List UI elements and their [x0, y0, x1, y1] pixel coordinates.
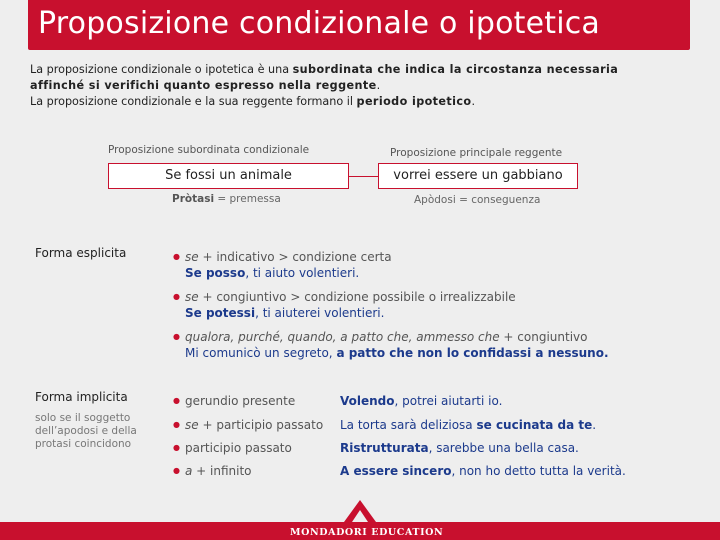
example-bold-part: a patto che non lo confidassi a nessuno. — [336, 346, 609, 360]
intro-text: La proposizione condizionale e la sua reggente formano il — [30, 95, 357, 108]
intro-text: La proposizione condizionale o ipotetica è una — [30, 63, 293, 76]
implicit-rule — [185, 441, 292, 455]
example-part: , ti aiuto volentieri. — [245, 266, 360, 280]
protasis-meaning: = premessa — [214, 193, 281, 205]
publisher-name: MONDADORI EDUCATION — [290, 527, 444, 538]
apodosis-box: vorrei essere un gabbiano — [378, 163, 578, 189]
rule-description: + congiuntivo — [499, 330, 588, 344]
explicit-form-label: Forma esplicita — [35, 246, 127, 260]
example-part: , potrei aiutarti io. — [394, 394, 503, 408]
rule-connective: a — [185, 464, 193, 478]
connector-line — [348, 176, 378, 177]
rule-description: + participio passato — [198, 418, 324, 432]
protasis-term: Pròtasi — [172, 193, 215, 205]
explicit-example — [185, 266, 359, 280]
intro-bold-text: subordinata che indica la circostanza necessaria — [292, 63, 619, 76]
intro-text: . — [376, 79, 381, 92]
rule-description: + infinito — [192, 464, 252, 478]
implicit-example — [340, 441, 579, 455]
implicit-rule — [185, 418, 323, 432]
explicit-example — [185, 306, 384, 320]
example-part: , ti aiuterei volentieri. — [255, 306, 385, 320]
rule-description: + congiuntivo > condizione possibile o irrealizzabile — [198, 290, 516, 304]
example-bold-part: Ristrutturata — [340, 441, 429, 455]
implicit-example — [340, 418, 596, 432]
main-clause-label: Proposizione principale reggente — [390, 147, 563, 159]
mondadori-a-logo-icon — [344, 500, 376, 522]
page-title: Proposizione condizionale o ipotetica — [38, 6, 601, 41]
example-part: , sarebbe una bella casa. — [428, 441, 579, 455]
rule-connective: se — [185, 290, 199, 304]
example-bold-part: se cucinata da te — [476, 418, 593, 432]
example-part: , non ho detto tutta la verità. — [451, 464, 626, 478]
implicit-rule — [185, 464, 252, 478]
example-bold-part: Se potessi — [185, 306, 256, 320]
explicit-rule — [185, 250, 392, 264]
example-bold-part: Volendo — [340, 394, 395, 408]
explicit-example — [185, 346, 609, 360]
intro-paragraph — [30, 62, 618, 110]
example-part: Mi comunicò un segreto, — [185, 346, 337, 360]
example-part: La torta sarà deliziosa — [340, 418, 477, 432]
rule-connective: se — [185, 250, 199, 264]
example-bold-part: A essere sincero — [340, 464, 452, 478]
rule-description: + indicativo > condizione certa — [198, 250, 392, 264]
implicit-example — [340, 394, 502, 408]
implicit-form-label: Forma implicita — [35, 390, 128, 404]
implicit-form-note: solo se il soggetto dell’apodosi e della protasi coincidono — [35, 412, 137, 450]
explicit-rule — [185, 330, 587, 344]
example-bold-part: Se posso — [185, 266, 246, 280]
implicit-rule — [185, 394, 295, 408]
protasis-box: Se fossi un animale — [108, 163, 349, 189]
intro-bold-text: periodo ipotetico — [356, 95, 472, 108]
implicit-example — [340, 464, 626, 478]
explicit-rule — [185, 290, 516, 304]
apodosis-caption: Apòdosi = conseguenza — [414, 194, 541, 206]
subordinate-label: Proposizione subordinata condizionale — [108, 144, 310, 156]
rule-description: gerundio presente — [185, 394, 296, 408]
protasis-caption — [172, 193, 281, 205]
intro-bold-text: affinché si verifichi quanto espresso nella reggente — [30, 79, 377, 92]
example-part: . — [592, 418, 597, 432]
intro-text: . — [471, 95, 476, 108]
rule-connective: qualora, purché, quando, a patto che, ammesso che — [185, 330, 500, 344]
rule-description: participio passato — [185, 441, 292, 455]
rule-connective: se — [185, 418, 199, 432]
